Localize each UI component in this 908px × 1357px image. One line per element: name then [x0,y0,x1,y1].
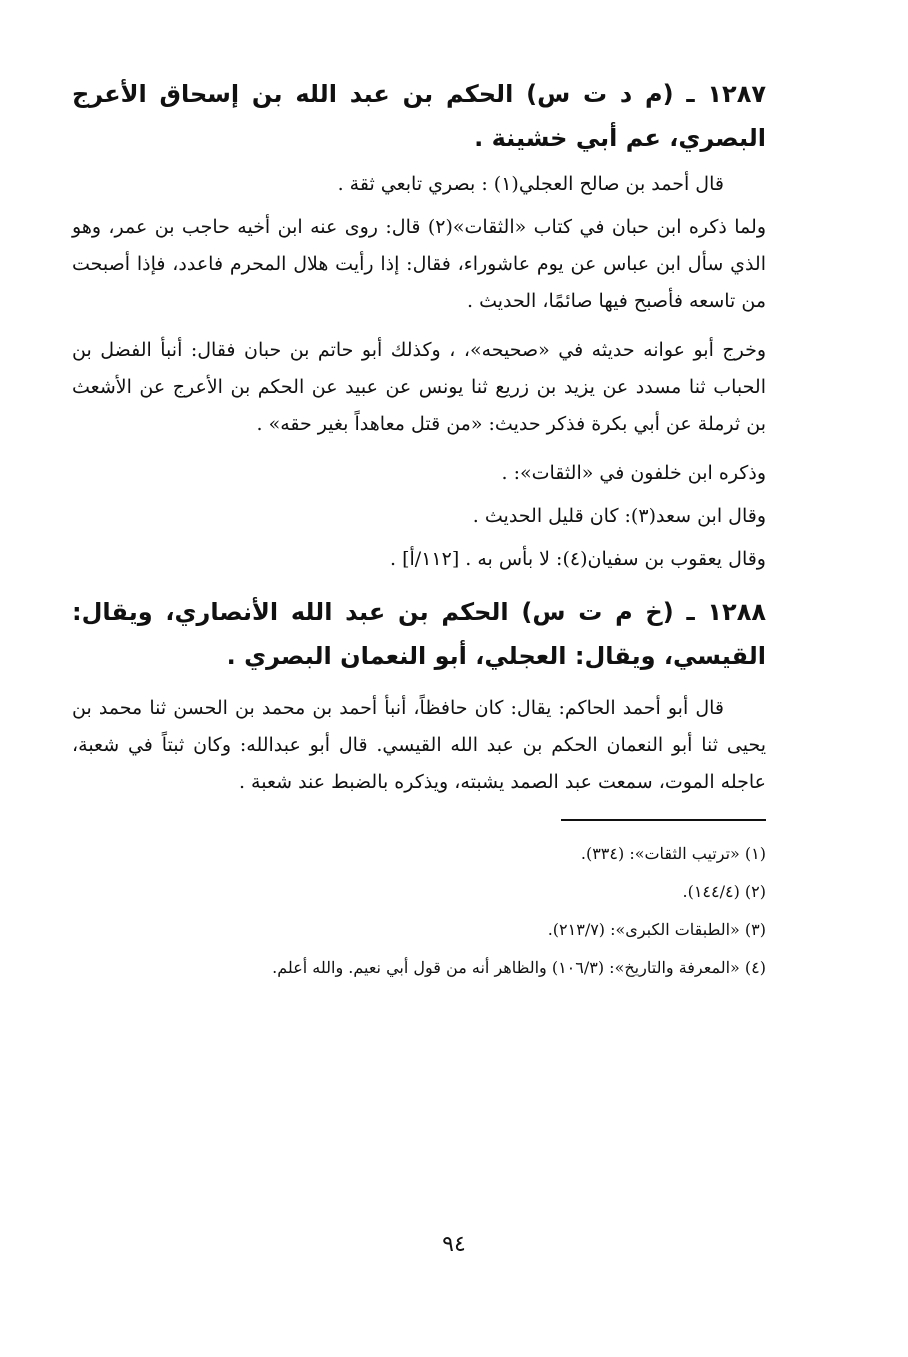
entry-1287-paragraph-ibn-hibban: ولما ذكره ابن حبان في كتاب «الثقات»(٢) قال: روى عنه ابن أخيه حاجب بن عمر، وهو الذي سأل ابن عباس عن يوم عاشوراء، فقال: إذا رأيت هلال المحرم فاعدد، فإذا أصبحت من تاسعه فأصبح فيها صائمًا، الحديث . [72,216,766,312]
entry-1287-paragraph-ibn-khalfun: وذكره ابن خلفون في «الثقات»: . [501,462,766,484]
book-page [72,72,766,987]
footnote-divider [561,819,766,821]
entry-1287-title: ١٢٨٧ ـ (م د ت س) الحكم بن عبد الله بن إسحاق الأعرج البصري، عم أبي خشينة . [72,80,766,152]
entry-1287-paragraph-yaqub: وقال يعقوب بن سفيان(٤): لا بأس به . [١١٢/أ] . [390,548,766,570]
entry-1287-paragraph-abu-awana: وخرج أبو عوانه حديثه في «صحيحه»، ، وكذلك أبو حاتم بن حبان فقال: أنبأ الفضل بن الحباب ثنا مسدد عن يزيد بن زريع ثنا يونس عن عبيد عن الحكم بن الأعرج عن الأشعث بن ثرملة عن أبي بكرة فذكر حديث: «من قتل معاهداً بغير حقه» . [72,339,766,435]
entry-1288-title: ١٢٨٨ ـ (خ م ت س) الحكم بن عبد الله الأنصاري، ويقال: القيسي، ويقال: العجلي، أبو النعمان البصري . [72,598,766,670]
entry-1287-paragraph-ijli: قال أحمد بن صالح العجلي(١) : بصري تابعي ثقة . [337,173,724,195]
footnotes [72,835,766,987]
footnote-4: (٤) «المعرفة والتاريخ»: (١٠٦/٣) والظاهر أنه من قول أبي نعيم. والله أعلم. [272,958,766,977]
footnote-1: (١) «ترتيب الثقات»: (٣٣٤). [580,844,766,863]
footnote-2: (٢) (١٤٤/٤). [682,882,766,901]
entry-1287-paragraph-ibn-saad: وقال ابن سعد(٣): كان قليل الحديث . [472,505,766,527]
entry-1288-paragraph-hakim: قال أبو أحمد الحاكم: يقال: كان حافظاً، أنبأ أحمد بن محمد بن الحسن ثنا محمد بن يحيى ثنا أبو النعمان الحكم بن عبد الله القيسي. قال أبو عبدالله: وكان ثبتاً في شعبة، عاجله الموت، سمعت عبد الصمد يشبته، ويذكره بالضبط عند شعبة . [72,697,766,793]
page-number: ٩٤ [442,1232,466,1257]
footnote-3: (٣) «الطبقات الكبرى»: (٢١٣/٧). [547,920,766,939]
